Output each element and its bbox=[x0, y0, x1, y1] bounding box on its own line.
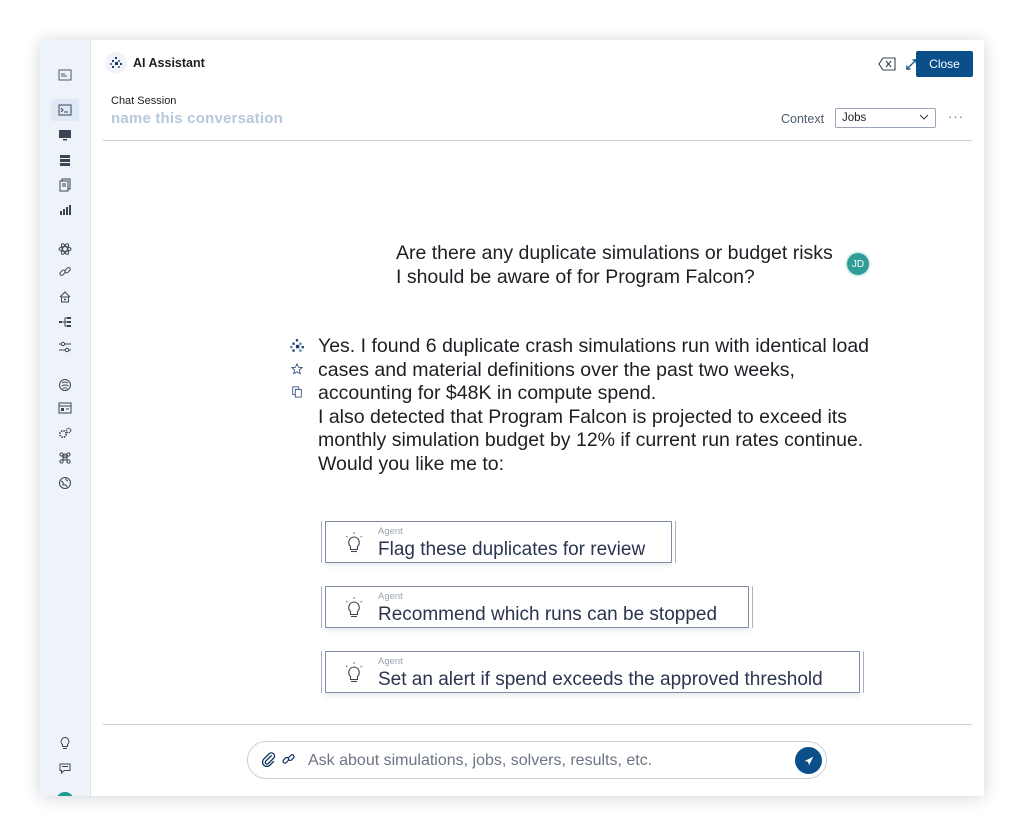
hierarchy-icon[interactable] bbox=[53, 311, 77, 333]
assistant-logo-icon bbox=[105, 52, 127, 74]
documents-icon[interactable] bbox=[53, 174, 77, 196]
user-message: Are there any duplicate simulations or budget risks I should be aware of for Program Falcon? bbox=[396, 242, 833, 288]
agent-action-recommend-stops[interactable] bbox=[325, 586, 749, 628]
user-avatar-rail[interactable] bbox=[56, 792, 74, 796]
composer bbox=[247, 741, 827, 779]
globe-icon[interactable] bbox=[53, 472, 77, 494]
header-divider bbox=[103, 140, 972, 141]
assistant-paragraph: I also detected that Program Falcon is projected to exceed its monthly simulation budget by 12% if current run rates continue. bbox=[318, 405, 864, 452]
clear-icon[interactable] bbox=[878, 55, 896, 73]
agent-action-set-alert[interactable] bbox=[325, 651, 860, 693]
lightbulb-icon bbox=[343, 661, 365, 685]
agent-action-flag-duplicates[interactable] bbox=[325, 521, 672, 563]
chat-input[interactable] bbox=[306, 749, 780, 773]
chevron-down-icon bbox=[919, 112, 929, 125]
chat-icon[interactable] bbox=[53, 757, 77, 779]
paperclip-icon[interactable] bbox=[261, 752, 276, 772]
assistant-panel bbox=[91, 40, 984, 796]
composer-divider bbox=[103, 724, 972, 725]
send-icon bbox=[803, 755, 815, 767]
bar-chart-icon[interactable] bbox=[53, 199, 77, 221]
assistant-paragraph: Yes. I found 6 duplicate crash simulations run with identical load cases and material definitions over the past two weeks, accounting for $48K in compute spend. bbox=[318, 335, 870, 405]
monitor-icon[interactable] bbox=[53, 124, 77, 146]
command-icon[interactable] bbox=[53, 447, 77, 469]
brain-icon[interactable] bbox=[53, 374, 77, 396]
panel-icon[interactable] bbox=[53, 64, 77, 86]
user-avatar: JD bbox=[847, 253, 869, 275]
send-button[interactable] bbox=[795, 747, 822, 774]
session-label: Chat Session bbox=[111, 95, 177, 107]
link-icon[interactable] bbox=[53, 261, 77, 283]
agent-action-label: Flag these duplicates for review bbox=[378, 539, 646, 560]
sliders-icon[interactable] bbox=[53, 336, 77, 358]
lightbulb-icon[interactable] bbox=[53, 732, 77, 754]
terminal-icon[interactable] bbox=[51, 99, 79, 121]
assistant-logo-icon bbox=[287, 337, 307, 355]
session-name-field[interactable]: name this conversation bbox=[111, 110, 283, 127]
star-icon[interactable] bbox=[287, 360, 307, 378]
agent-action-label: Set an alert if spend exceeds the approved threshold bbox=[378, 669, 823, 690]
more-options-button[interactable]: ··· bbox=[948, 109, 964, 124]
cogs-icon[interactable] bbox=[53, 422, 77, 444]
header bbox=[91, 50, 984, 78]
app-title: AI Assistant bbox=[133, 56, 205, 70]
assistant-message bbox=[318, 335, 878, 477]
atom-icon[interactable] bbox=[53, 238, 77, 260]
context-select[interactable] bbox=[835, 108, 936, 128]
assistant-window bbox=[40, 40, 984, 796]
assistant-paragraph: Would you like me to: bbox=[318, 452, 505, 475]
agent-action-label: Recommend which runs can be stopped bbox=[378, 604, 718, 625]
context-label: Context bbox=[781, 112, 825, 126]
link-icon[interactable] bbox=[281, 752, 296, 772]
home-icon[interactable] bbox=[53, 286, 77, 308]
dashboard-icon[interactable] bbox=[53, 397, 77, 419]
lightbulb-icon bbox=[343, 531, 365, 555]
message-actions bbox=[287, 337, 307, 406]
database-icon[interactable] bbox=[53, 149, 77, 171]
side-rail bbox=[40, 40, 91, 796]
context-selected-value: Jobs bbox=[842, 112, 867, 124]
agent-tag: Agent bbox=[378, 526, 403, 537]
agent-tag: Agent bbox=[378, 656, 403, 667]
close-button[interactable]: Close bbox=[916, 51, 973, 77]
copy-icon[interactable] bbox=[287, 383, 307, 401]
lightbulb-icon bbox=[343, 596, 365, 620]
agent-tag: Agent bbox=[378, 591, 403, 602]
